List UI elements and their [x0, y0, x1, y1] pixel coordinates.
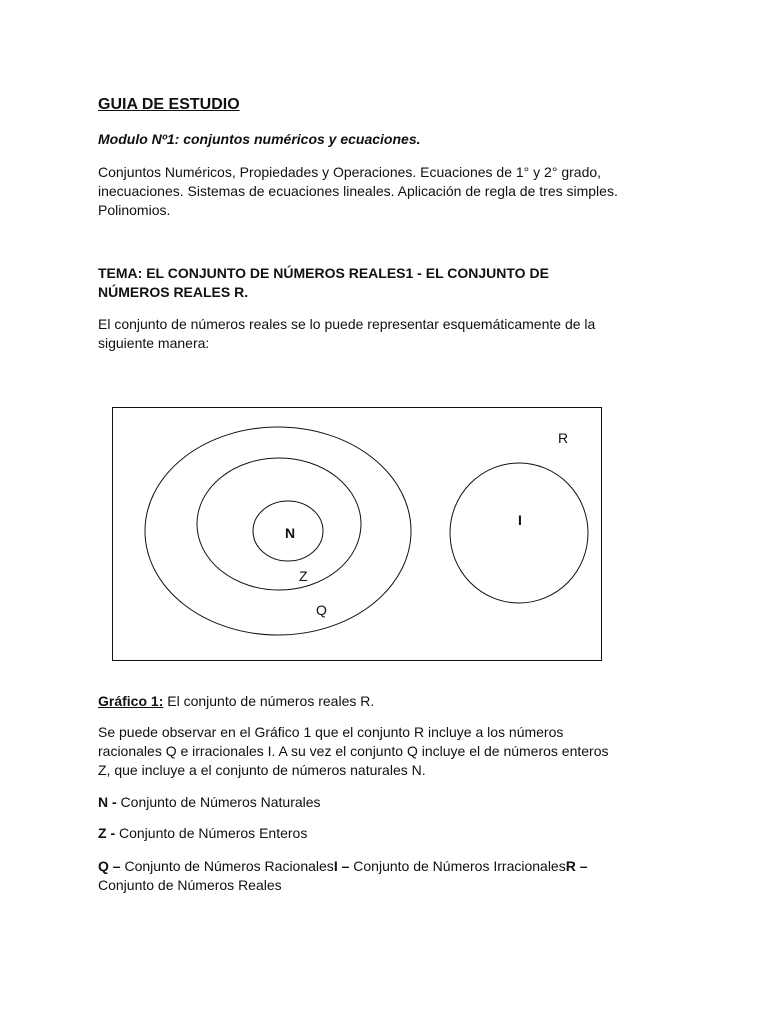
explanation-line-2: racionales Q e irracionales I. A su vez el conjunto Q incluye el de números enteros: [98, 743, 609, 759]
set-r-frame: [113, 408, 602, 661]
intro-line-2: inecuaciones. Sistemas de ecuaciones lineales. Aplicación de regla de tres simples.: [98, 183, 618, 199]
definition-irrationals-key: I –: [333, 858, 350, 874]
caption-text: El conjunto de números reales R.: [163, 693, 375, 709]
definition-irrationals-text: Conjunto de Números Irracionales: [349, 858, 566, 874]
definition-reals-key: R –: [565, 858, 588, 874]
description-line-1: El conjunto de números reales se lo puede representar esquemáticamente de la: [98, 316, 596, 332]
explanation-paragraph: [98, 723, 678, 780]
section-heading-line-1: TEMA: EL CONJUNTO DE NÚMEROS REALES1 - EL CONJUNTO DE: [98, 265, 549, 281]
definition-rationals-text: Conjunto de Números Racionales: [120, 858, 334, 874]
set-q-label: Q: [316, 602, 327, 618]
set-i-label: I: [518, 512, 522, 528]
definition-naturals: [98, 793, 678, 812]
description-line-2: siguiente manera:: [98, 335, 210, 351]
intro-line-3: Polinomios.: [98, 202, 171, 218]
set-r-label: R: [558, 430, 569, 446]
explanation-line-1: Se puede observar en el Gráfico 1 que el conjunto R incluye a los números: [98, 724, 564, 740]
module-subtitle: Modulo Nº1: conjuntos numéricos y ecuaciones.: [98, 131, 421, 147]
page-title: GUIA DE ESTUDIO: [98, 96, 240, 113]
set-z-ellipse: [197, 458, 361, 590]
definition-integers-text: Conjunto de Números Enteros: [115, 825, 308, 841]
section-heading: [98, 264, 678, 302]
caption-prefix: Gráfico 1:: [98, 693, 164, 709]
figure-caption: [98, 692, 678, 711]
explanation-line-3: Z, que incluye a el conjunto de números naturales N.: [98, 762, 426, 778]
intro-line-1: Conjuntos Numéricos, Propiedades y Operaciones. Ecuaciones de 1° y 2° grado,: [98, 164, 602, 180]
definition-naturals-text: Conjunto de Números Naturales: [116, 794, 321, 810]
definition-integers: [98, 824, 678, 843]
intro-paragraph: [98, 163, 678, 220]
set-n-label: N: [285, 525, 296, 541]
definition-naturals-key: N -: [98, 794, 117, 810]
description-paragraph: [98, 315, 678, 353]
set-i-ellipse: [450, 463, 588, 603]
definition-integers-key: Z -: [98, 825, 116, 841]
real-numbers-diagram: [112, 407, 602, 661]
definition-reals-text: Conjunto de Números Reales: [98, 877, 282, 893]
definition-rationals-irrationals-reals: [98, 857, 678, 895]
definition-rationals-key: Q –: [98, 858, 121, 874]
set-z-label: Z: [299, 568, 308, 584]
section-heading-line-2: NÚMEROS REALES R.: [98, 284, 249, 300]
